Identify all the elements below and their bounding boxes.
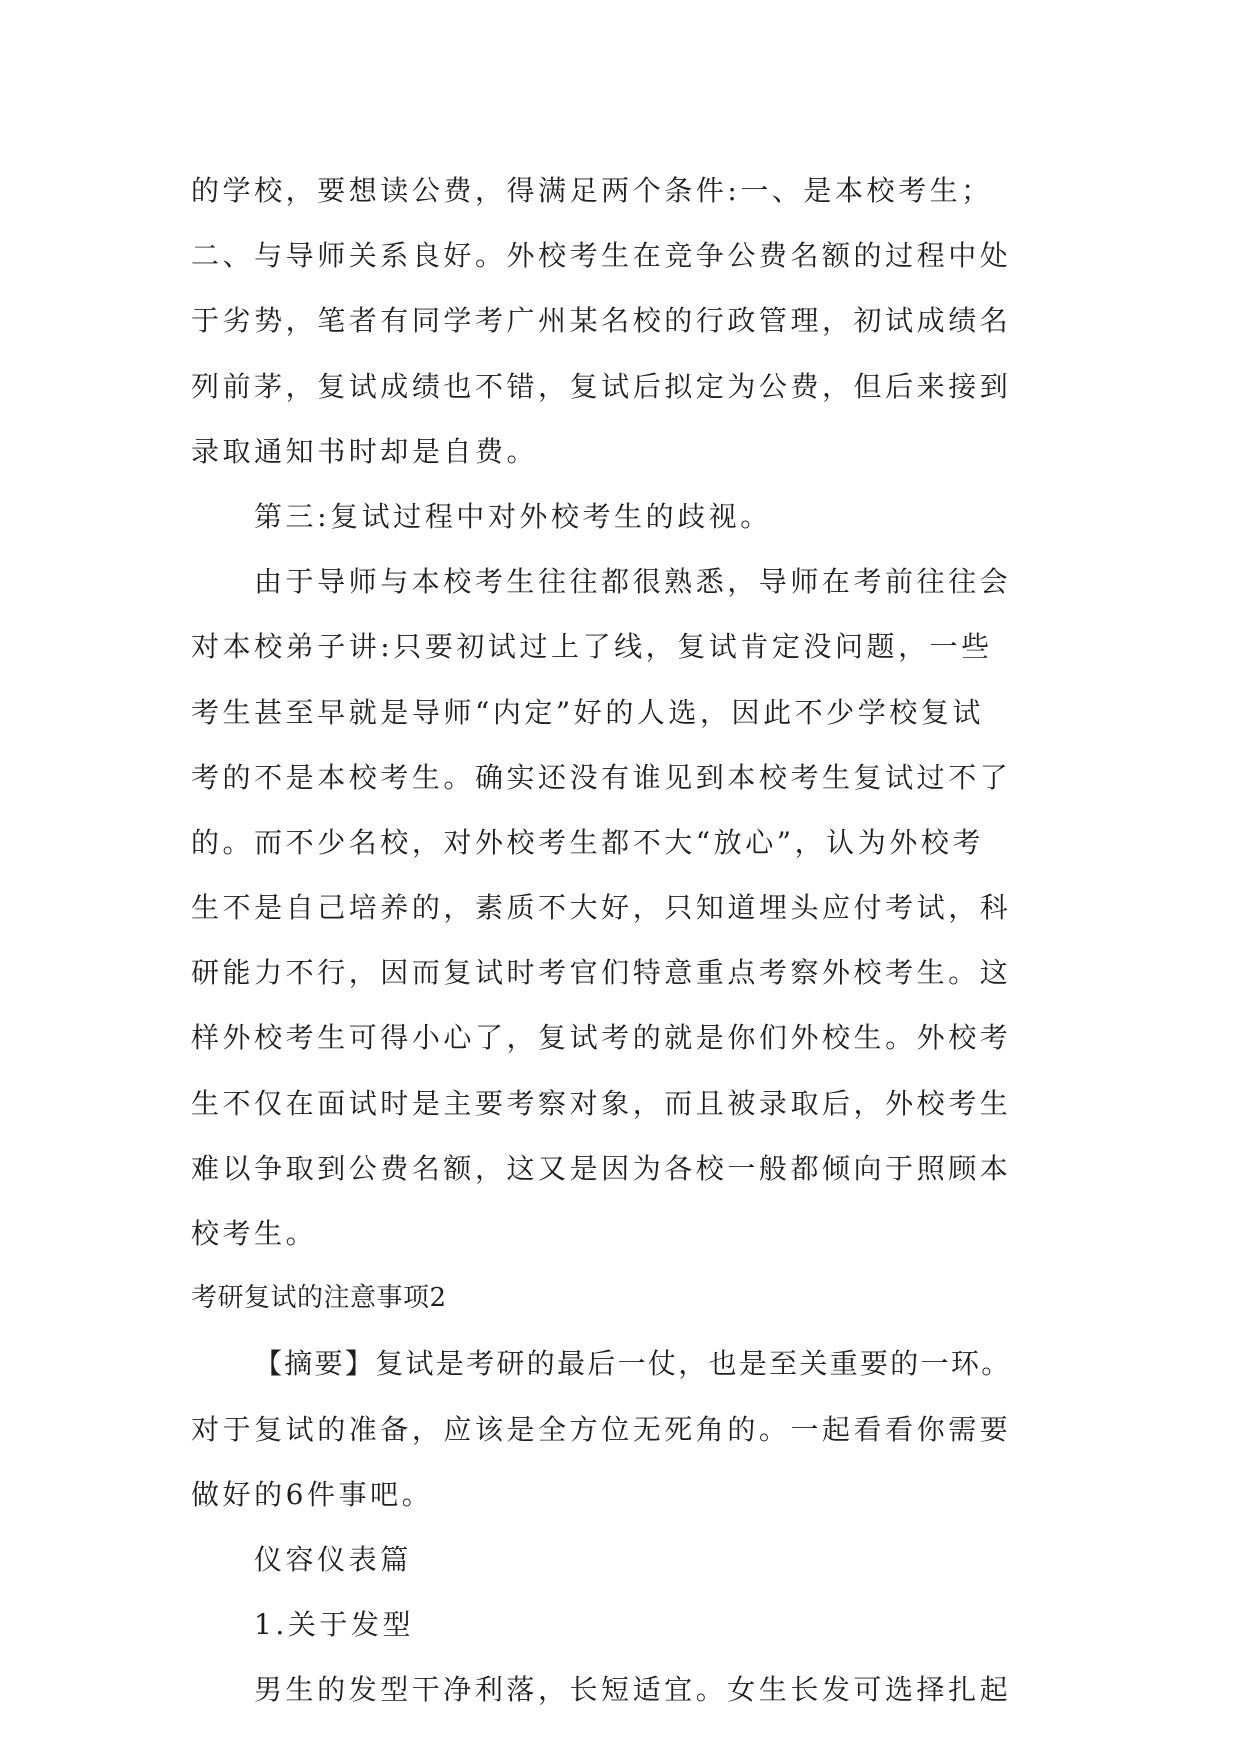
text-line: 二、与导师关系良好。外校考生在竞争公费名额的过程中处 [191, 239, 1012, 273]
text-line: 列前茅，复试成绩也不错，复试后拟定为公费，但后来接到 [191, 369, 1012, 403]
text-line: 于劣势，笔者有同学考广州某名校的行政管理，初试成绩名 [191, 304, 1012, 338]
text-line: 考生甚至早就是导师“内定”好的人选，因此不少学校复试 [191, 695, 984, 729]
text-line: 对本校弟子讲:只要初试过上了线，复试肯定没问题，一些 [191, 630, 993, 664]
text-line: 生不仅在面试时是主要考察对象，而且被录取后，外校考生 [191, 1086, 1012, 1120]
item-title: 1.关于发型 [254, 1608, 415, 1642]
text-line: 的。而不少名校，对外校考生都不大“放心”，认为外校考 [191, 825, 984, 859]
paragraph-continued [191, 158, 1051, 484]
document-body [191, 158, 1051, 1723]
paragraph-point-three: 第三:复试过程中对外校考生的歧视。 [254, 499, 772, 533]
abstract-paragraph [191, 1331, 1051, 1527]
text-line: 的学校，要想读公费，得满足两个条件:一、是本校考生； [191, 174, 993, 207]
text-line: 考的不是本校考生。确实还没有谁见到本校考生复试过不了 [191, 760, 1012, 794]
subheading: 仪容仪表篇 [254, 1542, 412, 1576]
text-line: 由于导师与本校考生往往都很熟悉，导师在考前往往会 [254, 565, 1012, 599]
text-line: 【摘要】复试是考研的最后一仗，也是至关重要的一环。 [254, 1347, 1012, 1381]
text-line: 录取通知书时却是自费。 [191, 434, 539, 468]
section-heading: 考研复试的注意事项2 [191, 1283, 447, 1314]
item-text: 男生的发型干净利落，长短适宜。女生长发可选择扎起 [254, 1673, 1012, 1707]
text-line: 校考生。 [191, 1217, 318, 1250]
text-line: 难以争取到公费名额，这又是因为各校一般都倾向于照顾本 [191, 1151, 1012, 1185]
text-line: 研能力不行，因而复试时考官们特意重点考察外校考生。这 [191, 956, 1012, 990]
text-line: 生不是自己培养的，素质不大好，只知道埋头应付考试，科 [191, 891, 1012, 925]
text-line: 做好的6件事吧。 [191, 1477, 434, 1511]
text-line: 对于复试的准备，应该是全方位无死角的。一起看看你需要 [191, 1412, 1012, 1446]
text-line: 样外校考生可得小心了，复试考的就是你们外校生。外校考 [191, 1021, 1012, 1055]
paragraph-explanation [191, 549, 1051, 1266]
